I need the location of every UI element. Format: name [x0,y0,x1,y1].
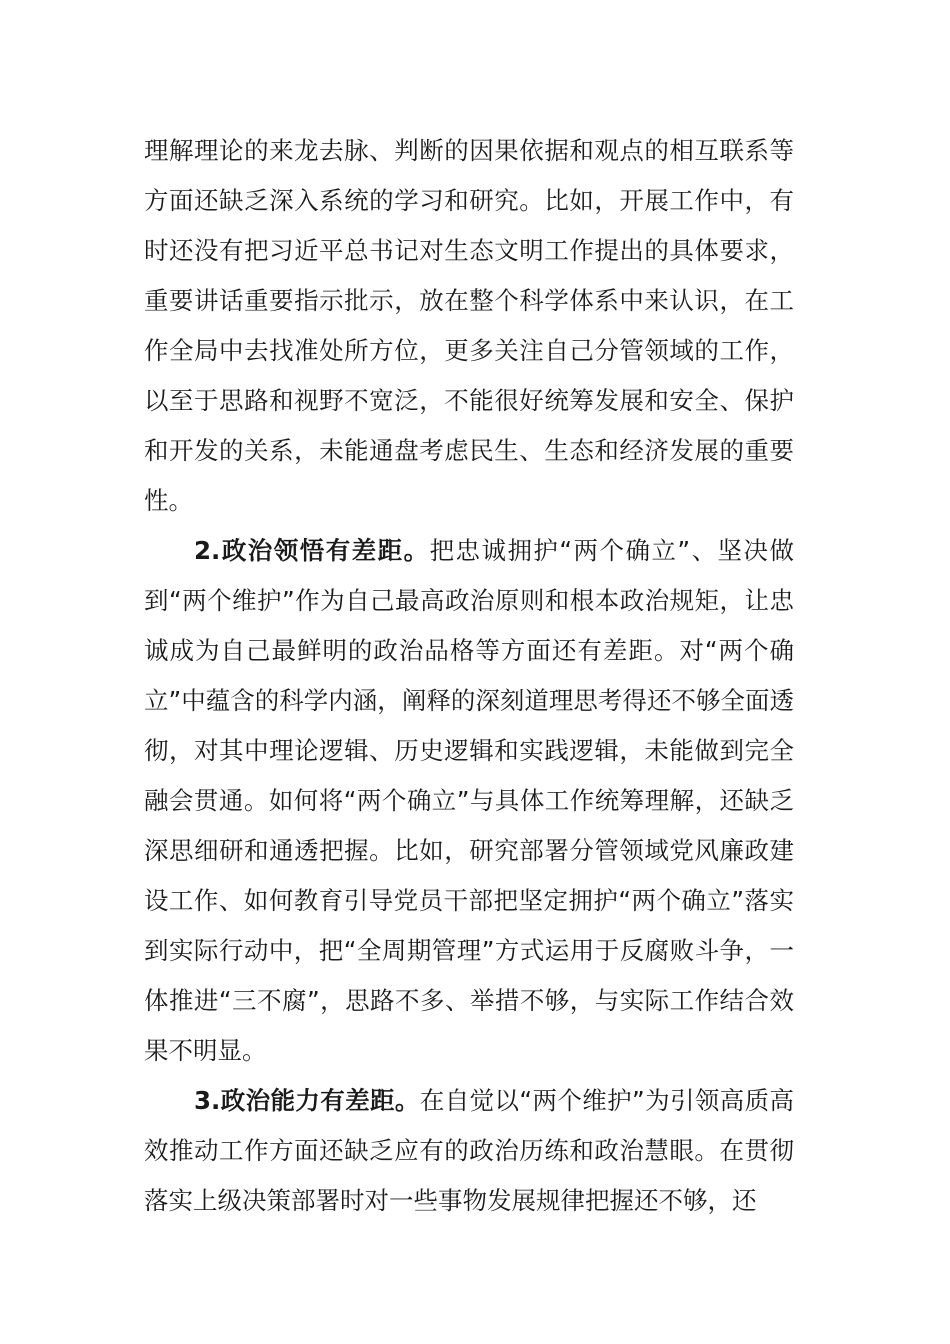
paragraph-body: 在自觉以“两个维护”为引领高质高效推动工作方面还缺乏应有的政治历练和政治慧眼。在贯彻落实上级决策部署时对一些事物发展规律把握还不够，还 [144,1086,794,1215]
paragraph-political-understanding [144,526,794,1076]
section-heading: 3.政治能力有差距。 [194,1086,420,1115]
document-page [144,126,794,1226]
paragraph-body: 理解理论的来龙去脉、判断的因果依据和观点的相互联系等方面还缺乏深入系统的学习和研究。比如，开展工作中，有时还没有把习近平总书记对生态文明工作提出的具体要求，重要讲话重要指示批示，放在整个科学体系中来认识，在工作全局中去找准处所方位，更多关注自己分管领域的工作，以至于思路和视野不宽泛，不能很好统筹发展和安全、保护和开发的关系，未能通盘考虑民生、生态和经济发展的重要性。 [144,136,794,515]
paragraph-political-ability [144,1076,794,1226]
paragraph-continuation [144,126,794,526]
paragraph-body: 把忠诚拥护“两个确立”、坚决做到“两个维护”作为自己最高政治原则和根本政治规矩，让忠诚成为自己最鲜明的政治品格等方面还有差距。对“两个确立”中蕴含的科学内涵，阐释的深刻道理思考得还不够全面透彻，对其中理论逻辑、历史逻辑和实践逻辑，未能做到完全融会贯通。如何将“两个确立”与具体工作统筹理解，还缺乏深思细研和通透把握。比如，研究部署分管领域党风廉政建设工作、如何教育引导党员干部把坚定拥护“两个确立”落实到实际行动中，把“全周期管理”方式运用于反腐败斗争，一体推进“三不腐”，思路不多、举措不够，与实际工作结合效果不明显。 [144,536,794,1065]
section-heading: 2.政治领悟有差距。 [194,536,430,565]
